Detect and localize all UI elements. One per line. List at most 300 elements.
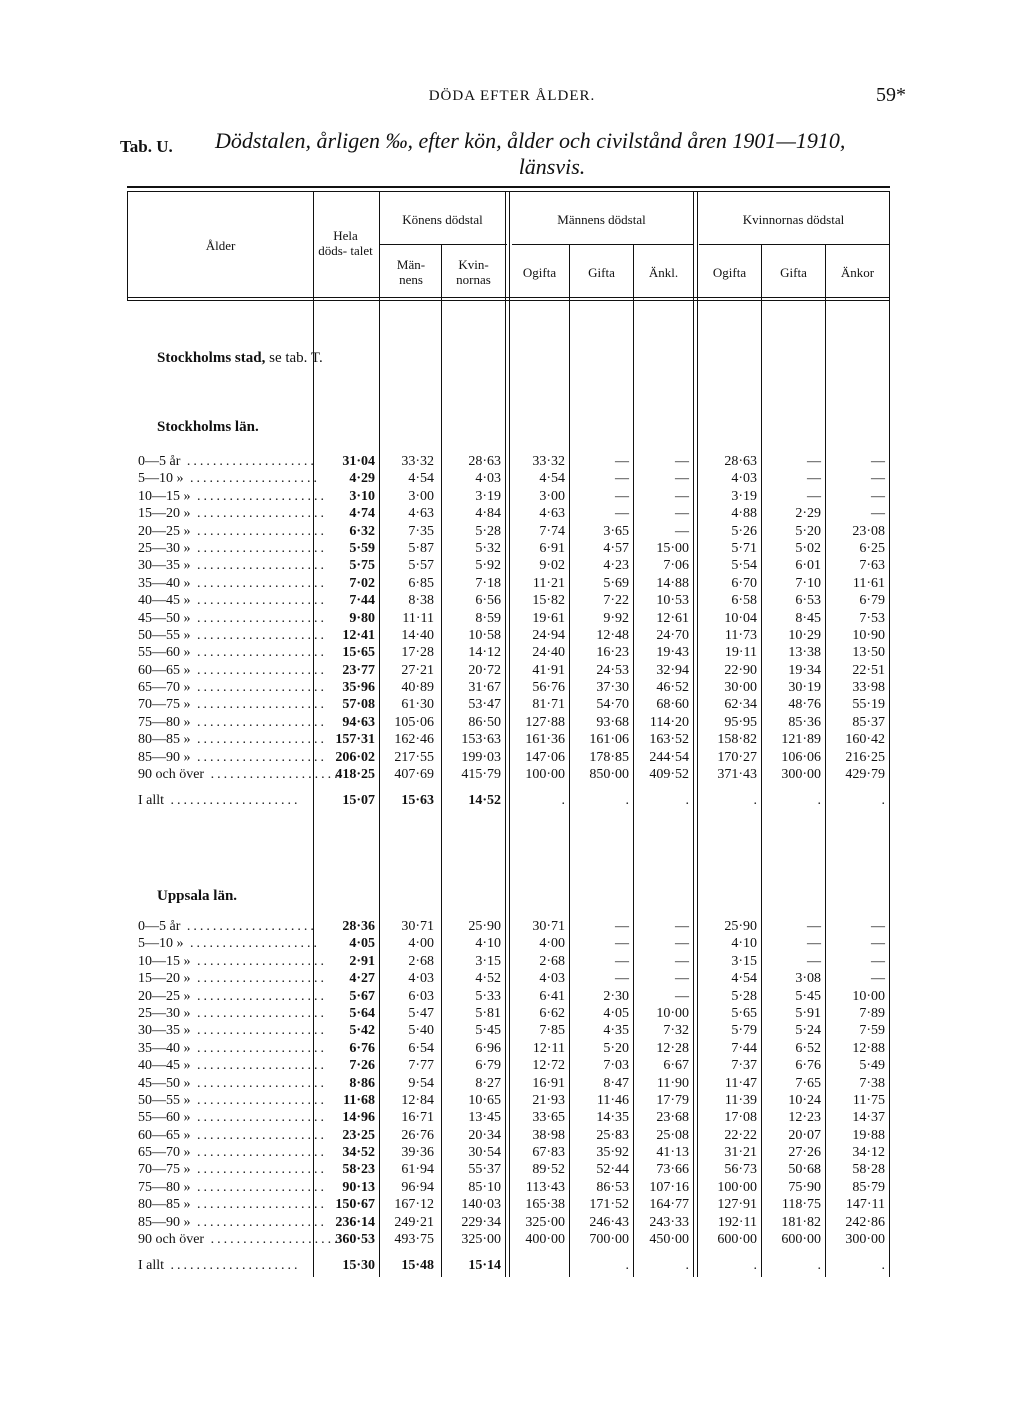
value-cell: 19·34 <box>788 662 821 678</box>
value-cell: 170·27 <box>717 749 757 765</box>
value-cell: . <box>753 793 757 808</box>
value-cell: 407·69 <box>394 767 434 783</box>
value-cell: 5·59 <box>349 540 375 556</box>
value-cell: 11·73 <box>724 627 757 643</box>
age-label: 10—15 » <box>138 488 191 504</box>
age-label: 45—50 » <box>138 1075 191 1091</box>
value-cell: 52·44 <box>596 1162 629 1178</box>
value-cell: 30·00 <box>724 680 757 696</box>
value-cell: 62·34 <box>724 697 757 713</box>
value-cell: — <box>675 471 689 487</box>
leader-dots: .................... <box>190 697 327 713</box>
value-cell: 157·31 <box>335 732 375 748</box>
value-cell: 10·53 <box>656 593 689 609</box>
value-cell: 600·00 <box>781 1232 821 1248</box>
table-row <box>0 575 1024 592</box>
value-cell: 20·07 <box>788 1127 821 1143</box>
header-kvinnornas-dodstal: Kvinnornas dödstal <box>742 212 845 227</box>
value-cell: 5·65 <box>731 1005 757 1021</box>
age-cell <box>138 953 327 970</box>
header-mid-rule-mannens <box>512 244 694 245</box>
value-cell: 15·65 <box>342 645 375 661</box>
age-cell <box>138 792 313 809</box>
age-label: 15—20 » <box>138 971 191 987</box>
leader-dots: .................... <box>190 1179 327 1195</box>
leader-dots: .................... <box>190 1197 327 1213</box>
value-cell: — <box>871 471 885 487</box>
value-cell: 14·37 <box>852 1110 885 1126</box>
value-cell: 165·38 <box>525 1197 565 1213</box>
value-cell: 4·54 <box>731 971 757 987</box>
value-cell: 81·71 <box>532 697 565 713</box>
value-cell: 41·91 <box>532 662 565 678</box>
value-cell: — <box>675 488 689 504</box>
value-cell: 16·23 <box>596 645 629 661</box>
value-cell: 7·32 <box>663 1023 689 1039</box>
value-cell: 249·21 <box>394 1214 434 1230</box>
age-label: 55—60 » <box>138 1110 191 1126</box>
value-cell: — <box>675 988 689 1004</box>
value-cell: 31·67 <box>468 680 501 696</box>
value-cell: 4·27 <box>349 971 375 987</box>
age-cell <box>138 662 327 679</box>
top-rule-thick <box>127 186 890 188</box>
value-cell: 10·90 <box>852 627 885 643</box>
header-ankor: Änkor <box>840 265 875 280</box>
value-cell: 5·64 <box>349 1005 375 1021</box>
value-cell: 600·00 <box>717 1232 757 1248</box>
age-cell <box>138 523 327 540</box>
age-label: 0—5 år <box>138 454 181 469</box>
value-cell: 86·53 <box>596 1179 629 1195</box>
age-cell <box>138 988 327 1005</box>
age-label: 65—70 » <box>138 1145 191 1161</box>
value-cell: 22·51 <box>852 662 885 678</box>
value-cell: 19·88 <box>852 1127 885 1143</box>
value-cell: 58·28 <box>852 1162 885 1178</box>
value-cell: 95·95 <box>724 714 757 730</box>
leader-dots: .................... <box>190 1005 327 1021</box>
value-cell: 23·08 <box>852 523 885 539</box>
age-cell <box>138 970 327 987</box>
value-cell: 6·41 <box>539 988 565 1004</box>
age-cell <box>138 627 327 644</box>
stockholms-stad-label: Stockholms stad, <box>157 350 266 366</box>
value-cell: 4·00 <box>408 936 434 952</box>
age-cell <box>138 1092 327 1109</box>
value-cell: 244·54 <box>649 749 689 765</box>
value-cell: 7·53 <box>859 610 885 626</box>
value-cell: 61·94 <box>401 1162 434 1178</box>
value-cell: 10·00 <box>852 988 885 1004</box>
value-cell: 24·70 <box>656 627 689 643</box>
value-cell: 12·61 <box>656 610 689 626</box>
value-cell: 5·02 <box>795 540 821 556</box>
value-cell: 118·75 <box>781 1197 821 1213</box>
value-cell: 15·14 <box>468 1258 501 1273</box>
value-cell: 12·72 <box>532 1058 565 1074</box>
value-cell: 93·68 <box>596 714 629 730</box>
value-cell: 7·35 <box>408 523 434 539</box>
table-row <box>0 505 1024 522</box>
table-row <box>0 1179 1024 1196</box>
value-cell: 57·08 <box>342 697 375 713</box>
value-cell: . <box>881 793 885 808</box>
value-cell: 34·12 <box>852 1145 885 1161</box>
value-cell: 6·91 <box>539 540 565 556</box>
leader-dots: .................... <box>190 680 327 696</box>
value-cell: 4·84 <box>475 506 501 522</box>
value-cell: 5·92 <box>475 558 501 574</box>
value-cell: 5·67 <box>349 988 375 1004</box>
table-row <box>0 592 1024 609</box>
value-cell: 28·36 <box>342 919 375 934</box>
leader-dots: .................... <box>190 662 327 678</box>
value-cell: 178·85 <box>589 749 629 765</box>
age-label: 85—90 » <box>138 749 191 765</box>
leader-dots: .................... <box>190 558 327 574</box>
value-cell: 7·37 <box>731 1058 757 1074</box>
leader-dots: .................... <box>190 1075 327 1091</box>
value-cell: 7·44 <box>731 1040 757 1056</box>
leader-dots: .................... <box>190 1110 327 1126</box>
value-cell: 2·29 <box>795 506 821 522</box>
value-cell: 24·94 <box>532 627 565 643</box>
section-rows <box>0 453 1024 783</box>
value-cell: 35·92 <box>596 1145 629 1161</box>
value-cell: 153·63 <box>461 732 501 748</box>
table-row <box>0 731 1024 748</box>
value-cell: — <box>807 454 821 469</box>
value-cell: — <box>807 919 821 934</box>
value-cell: 14·96 <box>342 1110 375 1126</box>
leader-dots: .................... <box>190 506 327 522</box>
value-cell: — <box>615 936 629 952</box>
value-cell: 19·43 <box>656 645 689 661</box>
value-cell: 217·55 <box>394 749 434 765</box>
value-cell: 20·34 <box>468 1127 501 1143</box>
value-cell: 181·82 <box>781 1214 821 1230</box>
leader-dots: .................... <box>190 575 327 591</box>
value-cell: 121·89 <box>781 732 821 748</box>
value-cell: 400·00 <box>525 1232 565 1248</box>
value-cell: . <box>753 1258 757 1273</box>
header-mannens-sub: Män- nens <box>396 257 426 287</box>
value-cell: 6·03 <box>408 988 434 1004</box>
value-cell: 5·91 <box>795 1005 821 1021</box>
value-cell: 54·70 <box>596 697 629 713</box>
table-row <box>0 627 1024 644</box>
leader-dots: .................... <box>190 488 327 504</box>
value-cell: 158·82 <box>717 732 757 748</box>
value-cell: 371·43 <box>717 767 757 783</box>
value-cell: 147·06 <box>525 749 565 765</box>
leader-dots: .................... <box>190 714 327 730</box>
header-gifta-k: Gifta <box>780 265 807 280</box>
value-cell: 4·54 <box>408 471 434 487</box>
value-cell: — <box>675 936 689 952</box>
value-cell: 8·47 <box>603 1075 629 1091</box>
value-cell: 6·32 <box>349 523 375 539</box>
age-cell <box>138 696 327 713</box>
leader-dots: .................... <box>190 1023 327 1039</box>
value-cell: 850·00 <box>589 767 629 783</box>
value-cell: 30·54 <box>468 1145 501 1161</box>
value-cell: 86·50 <box>468 714 501 730</box>
value-cell: 5·42 <box>349 1023 375 1039</box>
value-cell: — <box>675 919 689 934</box>
leader-dots: .................... <box>190 1058 327 1074</box>
value-cell: 127·91 <box>717 1197 757 1213</box>
age-cell <box>138 610 327 627</box>
age-cell <box>138 1231 341 1248</box>
value-cell: 4·03 <box>731 471 757 487</box>
age-cell <box>138 918 317 935</box>
value-cell: 9·54 <box>408 1075 434 1091</box>
age-label: 15—20 » <box>138 506 191 522</box>
value-cell: 5·24 <box>795 1023 821 1039</box>
value-cell: 163·52 <box>649 732 689 748</box>
value-cell: 216·25 <box>845 749 885 765</box>
value-cell: 7·74 <box>539 523 565 539</box>
leader-dots: .................... <box>190 1040 327 1056</box>
value-cell: 11·46 <box>596 1092 629 1108</box>
leader-dots: .................... <box>190 953 327 969</box>
table-row <box>0 749 1024 766</box>
value-cell: 17·28 <box>401 645 434 661</box>
value-cell: 14·52 <box>468 793 501 808</box>
table-row <box>0 1005 1024 1022</box>
value-cell: 409·52 <box>649 767 689 783</box>
value-cell: 3·00 <box>408 488 434 504</box>
value-cell: 21·93 <box>532 1092 565 1108</box>
age-label: 90 och över <box>138 767 205 783</box>
value-cell: — <box>807 471 821 487</box>
value-cell: 3·00 <box>539 488 565 504</box>
value-cell: 3·19 <box>731 488 757 504</box>
value-cell: 4·05 <box>349 936 375 952</box>
value-cell: 22·90 <box>724 662 757 678</box>
value-cell: 4·63 <box>408 506 434 522</box>
value-cell: 7·38 <box>859 1075 885 1091</box>
total-row <box>0 1257 1024 1277</box>
value-cell: 127·88 <box>525 714 565 730</box>
value-cell: 14·40 <box>401 627 434 643</box>
value-cell: 40·89 <box>401 680 434 696</box>
table-row <box>0 918 1024 935</box>
value-cell: 53·47 <box>468 697 501 713</box>
value-cell: 6·01 <box>795 558 821 574</box>
value-cell: 22·22 <box>724 1127 757 1143</box>
value-cell: 11·11 <box>402 610 434 626</box>
value-cell: 85·36 <box>788 714 821 730</box>
section-label-uppsala-lan: Uppsala län. <box>157 888 238 904</box>
value-cell: — <box>807 936 821 952</box>
value-cell: 243·33 <box>649 1214 689 1230</box>
value-cell: 32·94 <box>656 662 689 678</box>
value-cell: 13·38 <box>788 645 821 661</box>
value-cell: 415·79 <box>461 767 501 783</box>
table-row <box>0 1214 1024 1231</box>
leader-dots: .................... <box>183 936 320 952</box>
value-cell: 6·67 <box>663 1058 689 1074</box>
value-cell: 5·54 <box>731 558 757 574</box>
value-cell: 23·25 <box>342 1127 375 1143</box>
age-cell <box>138 749 327 766</box>
value-cell: 4·10 <box>475 936 501 952</box>
value-cell: 7·85 <box>539 1023 565 1039</box>
value-cell: 11·68 <box>343 1092 375 1108</box>
value-cell: 6·52 <box>795 1040 821 1056</box>
value-cell: 7·02 <box>349 575 375 591</box>
value-cell: 46·52 <box>656 680 689 696</box>
table-row <box>0 1196 1024 1213</box>
value-cell: 10·58 <box>468 627 501 643</box>
age-cell <box>138 714 327 731</box>
age-cell <box>138 935 320 952</box>
leader-dots: .................... <box>164 1258 301 1273</box>
value-cell: 12·41 <box>342 627 375 643</box>
value-cell: 140·03 <box>461 1197 501 1213</box>
header-mannens-dodstal: Männens dödstal <box>557 212 646 227</box>
value-cell: — <box>675 454 689 469</box>
value-cell: 73·66 <box>656 1162 689 1178</box>
value-cell: 96·94 <box>401 1179 434 1195</box>
table-row <box>0 988 1024 1005</box>
value-cell: 5·28 <box>731 988 757 1004</box>
value-cell: 4·03 <box>475 471 501 487</box>
value-cell: 113·43 <box>525 1179 565 1195</box>
leader-dots: .................... <box>190 1162 327 1178</box>
value-cell: 7·18 <box>475 575 501 591</box>
value-cell: 3·65 <box>603 523 629 539</box>
value-cell: 161·36 <box>525 732 565 748</box>
age-label: 60—65 » <box>138 1127 191 1143</box>
value-cell: — <box>615 506 629 522</box>
value-cell: 6·70 <box>731 575 757 591</box>
value-cell: 3·10 <box>349 488 375 504</box>
value-cell: 5·57 <box>408 558 434 574</box>
value-cell: 6·76 <box>349 1040 375 1056</box>
value-cell: 5·26 <box>731 523 757 539</box>
value-cell: 68·60 <box>656 697 689 713</box>
value-cell: 16·91 <box>532 1075 565 1091</box>
value-cell: 41·13 <box>656 1145 689 1161</box>
value-cell: 15·82 <box>532 593 565 609</box>
value-cell: 171·52 <box>589 1197 629 1213</box>
value-cell: 150·67 <box>335 1197 375 1213</box>
header-ogifta-m: Ogifta <box>522 265 557 280</box>
age-label: 50—55 » <box>138 1092 191 1108</box>
age-cell <box>138 505 327 522</box>
running-title: DÖDA EFTER ÅLDER. <box>428 88 596 104</box>
table-title: Dödstalen, årligen ‰, efter kön, ålder och civilstånd åren 1901—1910, <box>215 128 846 153</box>
value-cell: 33·32 <box>532 454 565 469</box>
leader-dots: .................... <box>164 793 301 808</box>
age-cell <box>138 540 327 557</box>
leader-dots: .................... <box>190 540 327 556</box>
value-cell: 28·63 <box>724 454 757 469</box>
value-cell: 418·25 <box>335 767 375 783</box>
value-cell: 11·21 <box>532 575 565 591</box>
value-cell: 4·05 <box>603 1005 629 1021</box>
value-cell: 5·87 <box>408 540 434 556</box>
value-cell: 12·88 <box>852 1040 885 1056</box>
age-cell <box>138 644 327 661</box>
value-cell: 493·75 <box>394 1232 434 1248</box>
value-cell: — <box>871 971 885 987</box>
value-cell: 34·52 <box>342 1145 375 1161</box>
value-cell: 67·83 <box>532 1145 565 1161</box>
age-label: 80—85 » <box>138 1197 191 1213</box>
value-cell: 24·53 <box>596 662 629 678</box>
value-cell: 61·30 <box>401 697 434 713</box>
age-cell <box>138 470 320 487</box>
age-cell <box>138 557 327 574</box>
value-cell: 7·44 <box>349 593 375 609</box>
age-cell <box>138 1022 327 1039</box>
value-cell: 37·30 <box>596 680 629 696</box>
value-cell: 4·10 <box>731 936 757 952</box>
value-cell: 27·26 <box>788 1145 821 1161</box>
value-cell: 39·36 <box>401 1145 434 1161</box>
age-cell <box>138 1109 327 1126</box>
value-cell: 8·38 <box>408 593 434 609</box>
age-label: 5—10 » <box>138 936 184 952</box>
value-cell: 5·20 <box>603 1040 629 1056</box>
value-cell: 6·79 <box>859 593 885 609</box>
age-cell <box>138 1057 327 1074</box>
value-cell: 4·54 <box>539 471 565 487</box>
value-cell: 161·06 <box>589 732 629 748</box>
value-cell: 4·03 <box>408 971 434 987</box>
value-cell: 33·32 <box>401 454 434 469</box>
value-cell: 75·90 <box>788 1179 821 1195</box>
value-cell: 27·21 <box>401 662 434 678</box>
age-label: 70—75 » <box>138 697 191 713</box>
value-cell: 90·13 <box>342 1179 375 1195</box>
age-cell <box>138 1075 327 1092</box>
table-row <box>0 453 1024 470</box>
value-cell: 23·77 <box>342 662 375 678</box>
value-cell: 5·79 <box>731 1023 757 1039</box>
value-cell: 31·21 <box>724 1145 757 1161</box>
value-cell: — <box>807 488 821 504</box>
value-cell: 206·02 <box>335 749 375 765</box>
value-cell: 8·59 <box>475 610 501 626</box>
value-cell: 33·65 <box>532 1110 565 1126</box>
value-cell: 7·26 <box>349 1058 375 1074</box>
value-cell: 6·25 <box>859 540 885 556</box>
value-cell: . <box>881 1258 885 1273</box>
value-cell: 6·56 <box>475 593 501 609</box>
value-cell: — <box>871 488 885 504</box>
value-cell: 4·29 <box>349 471 375 487</box>
value-cell: 20·72 <box>468 662 501 678</box>
value-cell: 5·32 <box>475 540 501 556</box>
leader-dots: .................... <box>204 1232 341 1248</box>
table-row <box>0 644 1024 661</box>
value-cell: 25·08 <box>656 1127 689 1143</box>
value-cell: 300·00 <box>845 1232 885 1248</box>
value-cell: 5·33 <box>475 988 501 1004</box>
value-cell: 17·79 <box>656 1092 689 1108</box>
value-cell: 325·00 <box>461 1232 501 1248</box>
value-cell: — <box>871 936 885 952</box>
value-cell: 325·00 <box>525 1214 565 1230</box>
age-cell <box>138 1127 327 1144</box>
value-cell: 55·37 <box>468 1162 501 1178</box>
